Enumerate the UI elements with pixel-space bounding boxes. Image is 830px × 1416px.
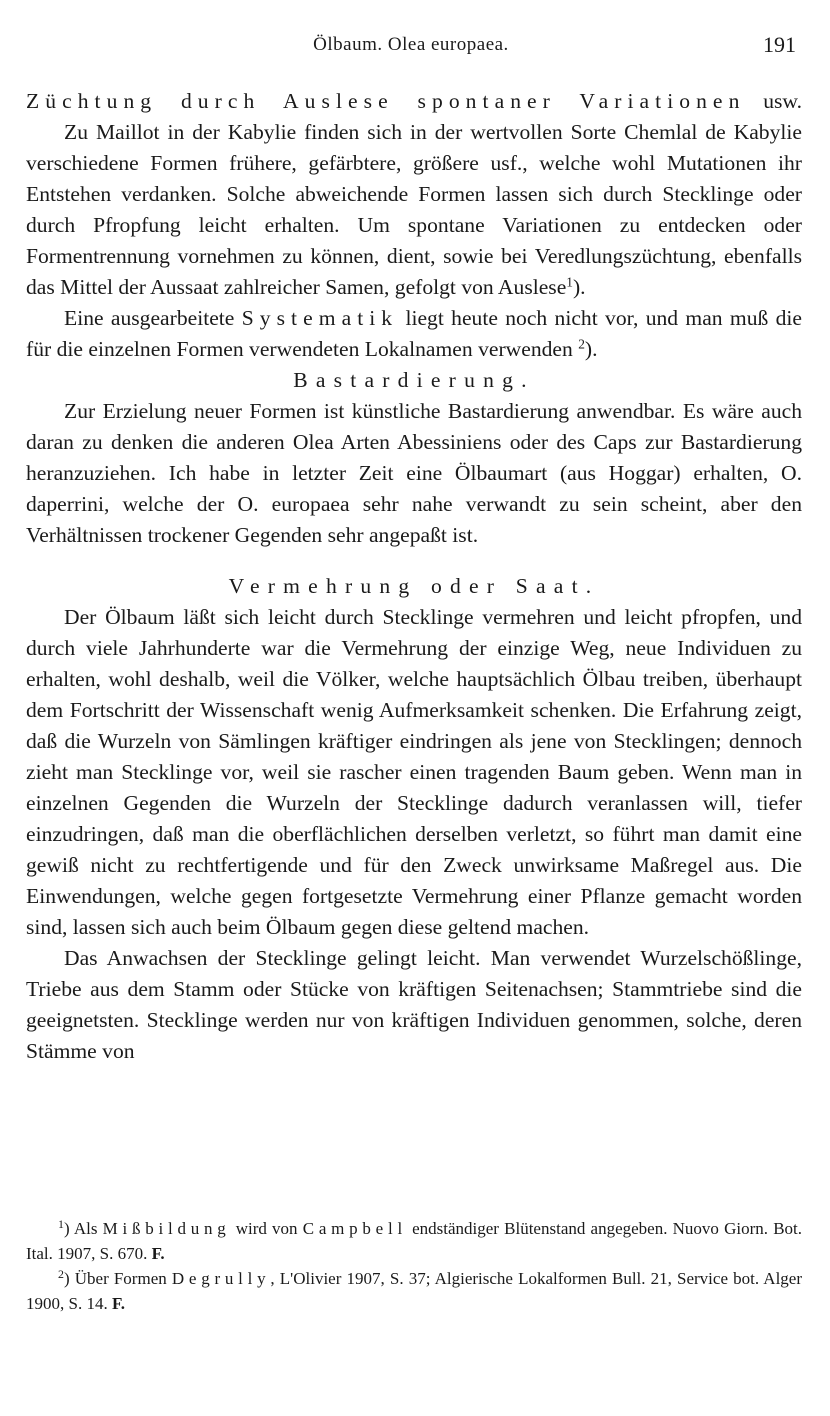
footnote-2 [26,1266,802,1316]
paragraph-systematics [26,303,802,365]
footnote-text: , L'Olivier 1907, S. 37; Algierische Lokalformen Bull. 21, Service bot. Alger 1900, S. 14. [26,1269,802,1313]
footnote-text: ) Über Formen [63,1269,172,1288]
running-title: Ölbaum. Olea europaea. [313,34,509,55]
footnote-signature: F. [111,1294,126,1313]
footnote-1 [26,1216,802,1266]
footnote-marker: 2 [578,336,585,352]
footnotes [26,1216,802,1316]
section-heading-selection [26,86,802,117]
footnote-number: 2 [58,1267,64,1282]
emphasized-term: Mißbildung [102,1219,231,1238]
page-number: 191 [763,32,796,57]
body-text [26,86,802,1067]
section-heading-selection-text: Züchtung durch Auslese spontaner Variationen [26,89,746,113]
footnote-signature: F. [151,1244,165,1263]
section-heading-hybridization: Bastardierung. [293,368,535,392]
page-header [26,34,796,64]
footnote-text: ) Als [63,1219,103,1238]
paragraph-spontaneous-variations [26,117,802,303]
paragraph-text: liegt heute noch nicht vor, und man muß die für die einzelnen Formen verwendeten Lokalnamen verwenden [26,306,802,361]
paragraph-propagation: Der Ölbaum läßt sich leicht durch Stecklinge vermehren und leicht pfropfen, und durch viele Jahrhunderte war die Vermehrung der einzige Weg, neue Individuen zu erhalten, wohl deshalb, weil die Völker, welche hauptsächlich Ölbau treiben, überhaupt dem Fortschritt der Wissenschaft wenig Aufmerksamkeit schenken. Die Erfahrung zeigt, daß die Wurzeln von Sämlingen kräftiger eindringen als jene von Stecklingen; dennoch zieht man Stecklinge vor, weil sie rascher einen tragenden Baum geben. Wenn man in einzelnen Gegenden die Wurzeln der Stecklinge dadurch veranlassen will, tiefer einzudringen, daß man die oberflächlichen derselben verletzt, so führt man damit eine gewiß nicht zu rechtfertigende und für den Zweck unwirksame Maßregel aus. Die Einwendungen, welche gegen fortgesetzte Vermehrung einer Pflanze gemacht worden sind, lassen sich auch beim Ölbaum gegen diese geltend machen. [26,605,802,939]
footnote-number: 1 [58,1217,64,1232]
paragraph-text: Eine ausgearbeitete [64,306,242,330]
footnote-text: wird von [230,1219,303,1238]
footnote-text: endständiger Blütenstand angegeben. Nuovo Giorn. Bot. Ital. 1907, S. 670. [26,1219,803,1263]
paragraph-text-end: ). [584,337,598,361]
paragraph-hybridization: Zur Erzielung neuer Formen ist künstliche Bastardierung anwendbar. Es wäre auch daran zu denken die anderen Olea Arten Abessiniens oder des Caps zur Bastardierung heranzuziehen. Ich habe in letzter Zeit eine Ölbaumart (aus Hoggar) erhalten, O. daperrini, welche der O. europaea sehr nahe verwandt zu sein scheint, aber den Verhältnissen trockener Gegenden sehr angepaßt ist. [26,399,802,547]
section-heading-propagation: Vermehrung oder Saat. [228,574,600,598]
paragraph-text: Zu Maillot in der Kabylie finden sich in der wertvollen Sorte Chemlal de Kabylie verschiedene Formen frühere, gefärbtere, größere usf., welche wohl Mutationen ihr Entstehen verdanken. Solche abweichende Formen lassen sich durch Stecklinge oder durch Pfropfung leicht erhalten. Um spontane Variationen zu entdecken oder Formentrennung vornehmen zu können, dient, sowie bei Veredlungszüchtung, ebenfalls das Mittel der Aussaat zahlreicher Samen, gefolgt von Auslese [26,120,802,299]
paragraph-text-end: ). [572,275,586,299]
footnote-marker: 1 [566,274,573,290]
section-heading-selection-tail: usw. [745,89,802,113]
paragraph-cuttings: Das Anwachsen der Stecklinge gelingt leicht. Man verwendet Wurzelschößlinge, Triebe aus dem Stamm oder Stücke von kräftigen Seitenachsen; Stammtriebe sind die geeignetsten. Stecklinge werden nur von kräftigen Individuen genommen, solche, deren Stämme von [26,946,802,1063]
emphasized-term: Systematik [241,306,399,330]
author-name: Campbell [302,1219,407,1238]
author-name: Degrully [171,1269,271,1288]
